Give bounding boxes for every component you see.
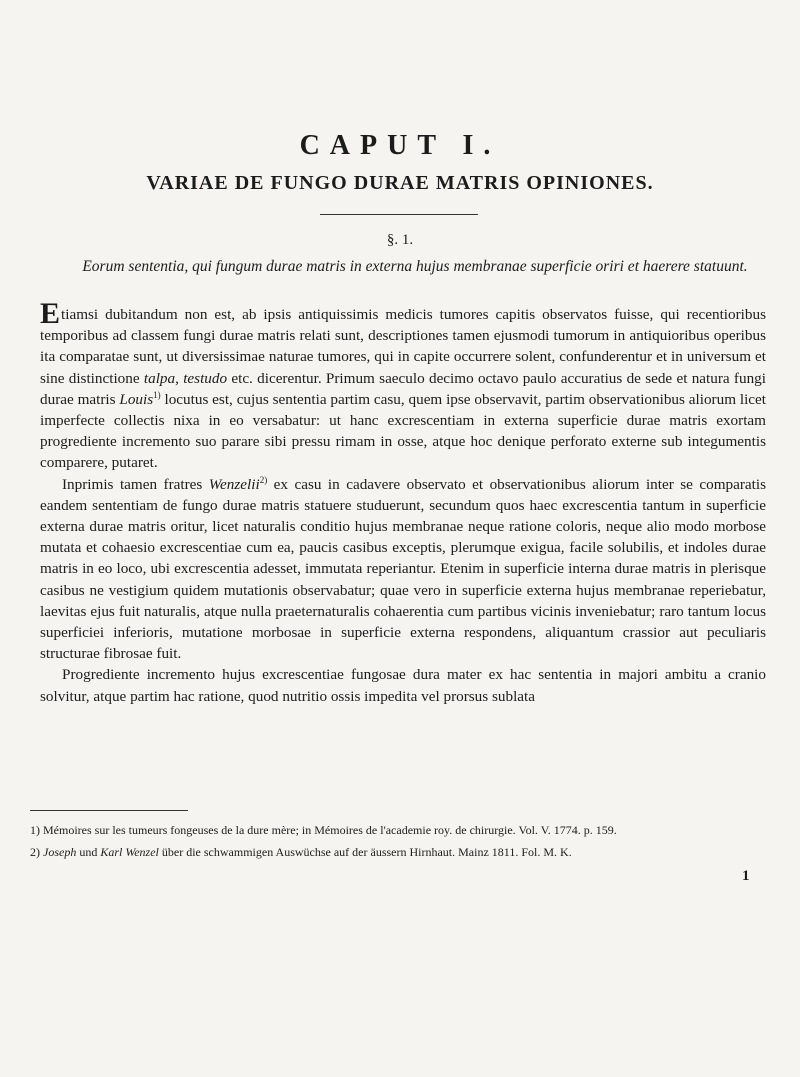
footnotes <box>30 822 770 866</box>
paragraph-2: Inprimis tamen fratres Wenzelii$^{2)}$ ex casu in cadavere observato et observationibus aliorum inter se comparatis eandem sententiam de fungo durae matris statuere studuerunt, secundum quos haec excrescentia tantum in superficie externa durae matris oritur, licet naturalis conditio hujus membranae neque ratione coloris, neque alio modo morbose mutata et cohaesio excrescentiae cum ea, paucis casibus exceptis, plerumque exigua, facile solubilis, et indoles durae matris in eo loco, ubi excrescentia adesset, immutata reperiantur. Etenim in superficie interna durae matris in plerisque casibus ne vestigium quidem mutationis observabatur; quae vero in superficie externa hujus membranae reperiebatur, laevitas ejus fuit naturalis, atque nulla praeternaturalis cohaerentia cum partibus vicinis inveniebatur; raro tantum locus superficiei inferioris, mutatione morbosae in superficie externa respondens, aliquantum crassior aut peculiaris structurae fibrosae fuit. <box>40 474 766 663</box>
footnote-2: 2) Joseph und Karl Wenzel über die schwammigen Auswüchse auf der äussern Hirnhaut. Mainz 1811. Fol. M. K. <box>30 845 572 859</box>
drop-cap: E <box>40 297 61 330</box>
chapter-title: CAPUT I. <box>299 130 501 161</box>
signature-mark: 1 <box>742 868 750 884</box>
paragraph-1: Etiamsi dubitandum non est, ab ipsis antiquissimis medicis tumores capitis observatos fuisse, qui recentioribus temporibus ad classem fungi durae matris relati sunt, descriptiones tamen ejusmodi tumorum in antiquioribus operibus ita comparatae sunt, ut diversissimae naturae tumores, qui in capite occurrere solent, confunderentur et in universum et sine distinctione talpa, testudo etc. dicerentur. Primum saeculo decimo octavo paulo accuratius de sede et natura fungi durae matris Louis$^{1)}$ locutus est, cujus sententia partim casu, quem ipse observavit, partim observationibus aliorum licet imperfecte collectis nixa in eo versabatur: ut hanc excrescentiam in externa superficie durae matris exortam progrediente incremento suo parare sibi pressu rimam in osse, atque hoc denique perforato externe sub integumentis comparere, putaret. <box>40 297 766 472</box>
heading-divider <box>320 214 478 215</box>
footnote-ref-2: 2) <box>259 474 268 485</box>
footnote-1: 1) Mémoires sur les tumeurs fongeuses de la dure mère; in Mémoires de l'academie roy. de chirurgie. Vol. V. 1774. p. 159. <box>30 823 617 837</box>
section-subtitle: Eorum sententia, qui fungum durae matris in externa hujus membranae superficie oriri et haerere statuunt. <box>82 258 748 275</box>
section-number: §. 1. <box>386 232 414 248</box>
paragraph-3: Progrediente incremento hujus excrescentiae fungosae dura mater ex hac sententia in majori ambitu a cranio solvitur, atque partim hac ratione, quod nutritio ossis impedita vel prorsus sublata <box>40 666 766 705</box>
body-text <box>40 297 766 707</box>
author-louis: Louis <box>119 390 154 408</box>
footnote-divider <box>30 810 188 811</box>
chapter-heading: VARIAE DE FUNGO DURAE MATRIS OPINIONES. <box>146 172 654 194</box>
footnote-ref-1: 1) <box>153 389 161 400</box>
author-wenzelii: Wenzelii <box>208 475 260 493</box>
